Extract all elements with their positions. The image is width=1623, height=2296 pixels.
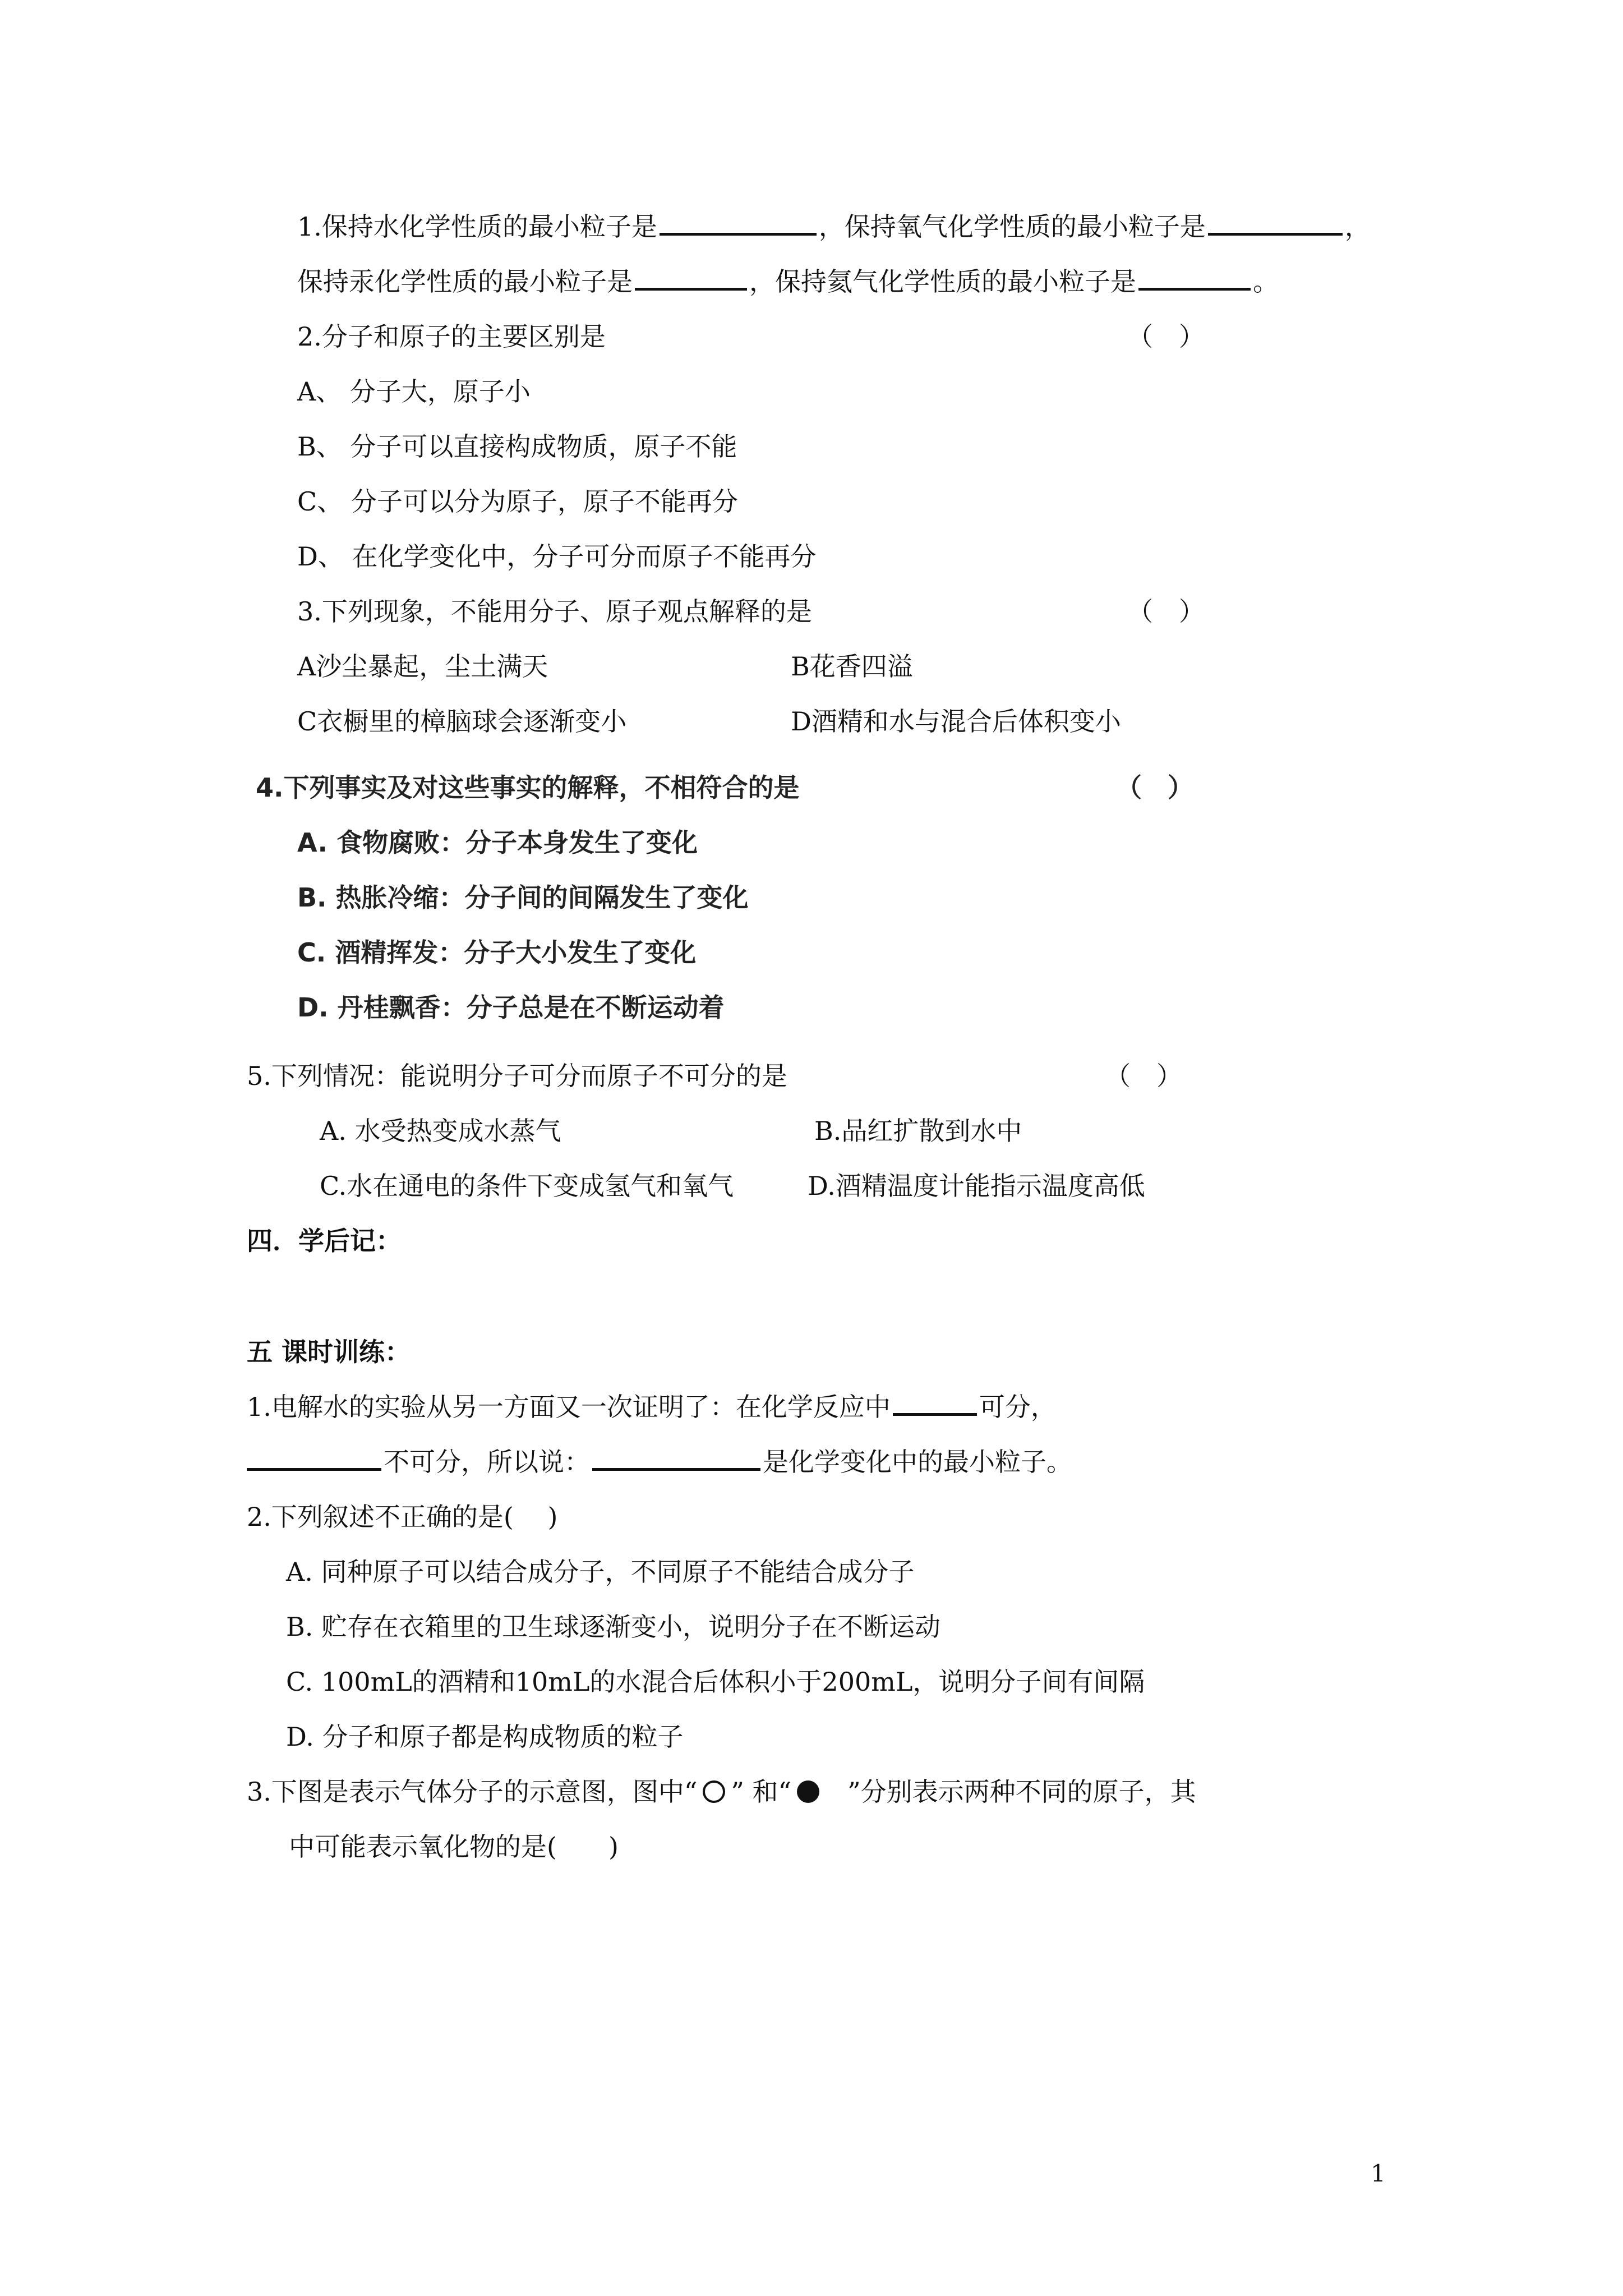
answer-blank[interactable] [1138,265,1251,291]
page-number: 1 [1371,2160,1386,2187]
q3-stem: 3.下列现象，不能用分子、原子观点解释的是 [297,596,812,627]
t3-text-a: 3.下图是表示气体分子的示意图，图中“ [247,1777,698,1807]
q3-option-b: B花香四溢 [791,651,913,682]
q1-text-f: 。 [1253,266,1279,297]
t1-line1 [247,1390,1057,1424]
q2-option-d: D、 在化学变化中，分子可分而原子不能再分 [297,541,817,572]
t3-text-c: ”分别表示两种不同的原子，其 [847,1777,1196,1807]
q4-option-d: D. 丹桂飘香：分子总是在不断运动着 [297,992,725,1023]
q1-line2 [297,265,1279,298]
t2-stem: 2.下列叙述不正确的是( ) [247,1502,558,1532]
answer-blank[interactable] [635,265,747,291]
q5-option-b: B.品红扩散到水中 [814,1116,1022,1146]
t2-option-c: C. 100mL的酒精和10mL的水混合后体积小于200mL，说明分子间有间隔 [286,1667,1145,1697]
q2-answer-paren[interactable]: （ ） [1127,321,1205,352]
t2-option-d: D. 分子和原子都是构成物质的粒子 [286,1722,684,1752]
q1-text-d: 保持汞化学性质的最小粒子是 [297,266,633,297]
filled-circle-atom-icon [797,1780,819,1803]
q4-option-a: A. 食物腐败：分子本身发生了变化 [297,827,698,858]
t2-option-b: B. 贮存在衣箱里的卫生球逐渐变小，说明分子在不断运动 [286,1612,941,1642]
q2-option-c: C、 分子可以分为原子，原子不能再分 [297,486,738,517]
q5-answer-paren[interactable]: （ ） [1105,1061,1182,1091]
t1-text-c: 不可分，所以说： [384,1447,590,1477]
t3-line1 [247,1775,1196,1809]
section-heading-class-training: 五 课时训练： [247,1337,411,1367]
q1-text-c: ， [1344,211,1371,242]
t2-option-a: A. 同种原子可以结合成分子，不同原子不能结合成分子 [286,1557,915,1587]
section-heading-after-class-notes: 四．学后记： [247,1226,402,1256]
q1-text-e: ，保持氦气化学性质的最小粒子是 [749,266,1136,297]
answer-blank[interactable] [247,1446,381,1471]
q4-stem: 4.下列事实及对这些事实的解释，不相符合的是 [256,772,800,803]
q1-text-a: 1.保持水化学性质的最小粒子是 [297,211,657,242]
t1-line2 [247,1445,1072,1479]
t1-text-b: 可分， [979,1392,1057,1422]
open-circle-atom-icon [703,1780,725,1803]
q4-option-c: C. 酒精挥发：分子大小发生了变化 [297,937,697,968]
q5-option-a: A. 水受热变成水蒸气 [320,1116,561,1146]
q2-option-a: A、 分子大，原子小 [297,376,531,407]
q4-answer-paren[interactable]: （ ） [1116,772,1193,803]
q3-option-d: D酒精和水与混合后体积变小 [791,706,1121,737]
q5-stem: 5.下列情况：能说明分子可分而原子不可分的是 [247,1061,787,1091]
q5-option-d: D.酒精温度计能指示温度高低 [808,1171,1145,1201]
answer-blank[interactable] [893,1391,977,1416]
q4-option-b: B. 热胀冷缩：分子间的间隔发生了变化 [297,882,749,913]
t3-line2: 中可能表示氧化物的是( ) [289,1832,619,1862]
q1-text-b: ，保持氧气化学性质的最小粒子是 [818,211,1206,242]
q3-answer-paren[interactable]: （ ） [1127,596,1205,627]
q3-option-c: C衣橱里的樟脑球会逐渐变小 [297,706,627,737]
q1-line1 [297,210,1371,243]
t3-text-b: ” 和“ [731,1777,792,1807]
t1-text-a: 1.电解水的实验从另一方面又一次证明了：在化学反应中 [247,1392,891,1422]
answer-blank[interactable] [1208,210,1343,236]
q2-stem: 2.分子和原子的主要区别是 [297,321,606,352]
t1-text-d: 是化学变化中的最小粒子。 [763,1447,1072,1477]
answer-blank[interactable] [660,210,817,236]
q5-option-c: C.水在通电的条件下变成氢气和氧气 [320,1171,734,1201]
q2-option-b: B、 分子可以直接构成物质，原子不能 [297,431,737,462]
q3-option-a: A沙尘暴起，尘土满天 [297,651,548,682]
answer-blank[interactable] [592,1446,760,1471]
